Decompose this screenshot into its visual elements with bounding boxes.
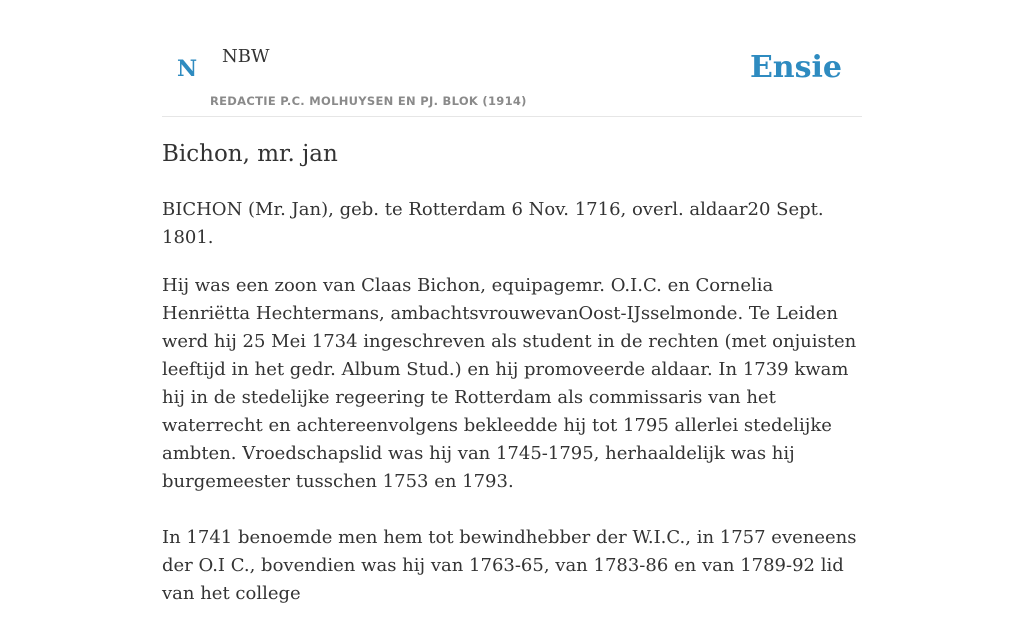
article-paragraph: In 1741 benoemde men hem tot bewindhebber der W.I.C., in 1757 eveneens der O.I C., bovendien was hij van 1763-65, van 1783-86 en van 1789-92 lid van het college (162, 527, 857, 604)
article-paragraph: Hij was een zoon van Claas Bichon, equipagemr. O.I.C. en Cornelia Henriëtta Hechtermans, ambachtsvrouwevanOost-IJsselmonde. Te Leiden werd hij 25 Mei 1734 ingeschreven als student in de rechten (met onjuisten leeftijd in het gedr. Album Stud.) en hij promoveerde aldaar. In 1739 kwam hij in de stedelijke regeering te Rotterdam als commissaris van het waterrecht en achtereenvolgens bekleedde hij tot 1795 allerlei stedelijke ambten. Vroedschapslid was hij van 1745-1795, herhaaldelijk was hij burgemeester tusschen 1753 en 1793. (162, 275, 857, 492)
article-title: Bichon, mr. jan (162, 141, 338, 167)
article (162, 136, 862, 636)
article-lead: BICHON (Mr. Jan), geb. te Rotterdam 6 Nov. 1716, overl. aldaar20 Sept. 1801. (162, 199, 824, 248)
source-logo[interactable]: N (177, 56, 198, 82)
header (162, 0, 862, 117)
source-editors: REDACTIE P.C. MOLHUYSEN EN PJ. BLOK (1914) (210, 94, 527, 108)
source-name[interactable]: NBW (222, 46, 270, 67)
brand-logo[interactable]: Ensie (749, 50, 842, 85)
